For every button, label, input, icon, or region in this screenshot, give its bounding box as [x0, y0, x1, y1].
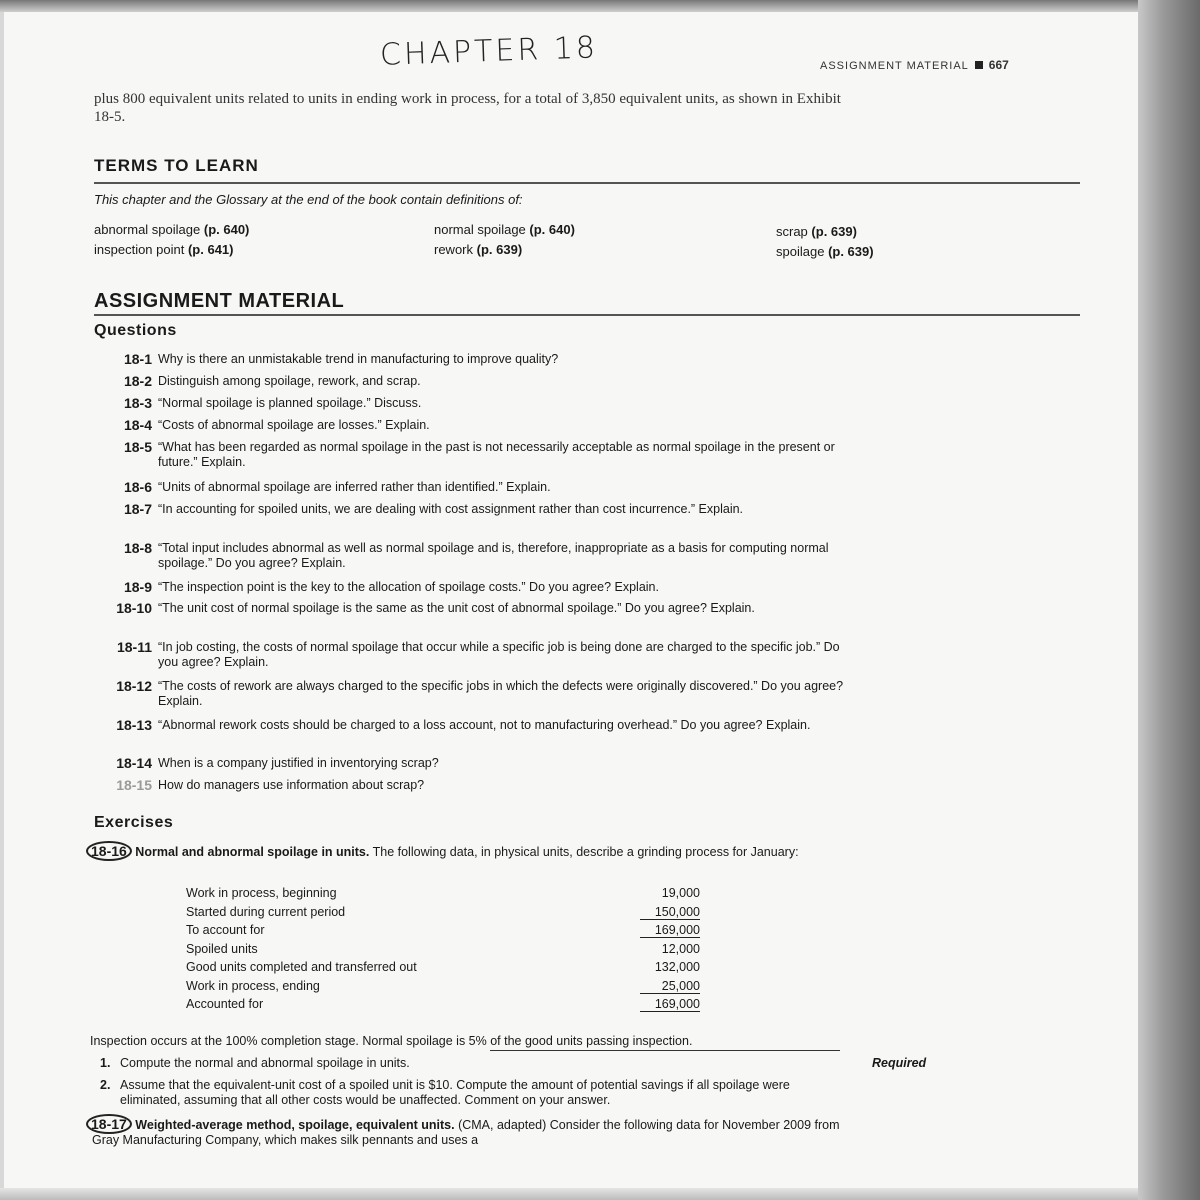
terms-heading: TERMS TO LEARN: [94, 156, 259, 175]
exercise-text: The following data, in physical units, describe a grinding process for January:: [372, 845, 799, 859]
circled-exercise-number: 18-16: [86, 841, 132, 861]
square-bullet-icon: [975, 61, 983, 69]
scan-top-edge: [0, 0, 1200, 12]
term-item: scrap (p. 639): [776, 224, 857, 239]
table-row: Work in process, ending 25,000: [186, 978, 700, 993]
exercise-18-17: [92, 1117, 852, 1148]
exercise-title: Normal and abnormal spoilage in units.: [135, 845, 370, 859]
table-row: Work in process, beginning 19,000: [186, 886, 700, 900]
exercise-18-16: [92, 844, 852, 860]
assignment-rule: [94, 314, 1080, 316]
table-row: Started during current period 150,000: [186, 904, 700, 919]
page-number: 667: [988, 58, 1009, 72]
table-row: Good units completed and transferred out 132,000: [186, 960, 700, 974]
required-label: Required: [872, 1056, 927, 1070]
exercise-title: Weighted-average method, spoilage, equivalent units.: [135, 1118, 455, 1132]
terms-rule: [94, 182, 1080, 184]
term-item: normal spoilage (p. 640): [434, 222, 575, 237]
book-spine-shadow: [1138, 0, 1200, 1200]
assignment-heading: ASSIGNMENT MATERIAL: [94, 290, 345, 312]
scanned-page: CHAPTER 18 ASSIGNMENT MATERIAL 667 plus 800 equivalent units related to units in ending work in process, for a total of 3,850 equivalent units, as shown in Exhibit 18-5. TERMS TO LEARN This chapter and the Glossary at the end of the book contain definitions of: abnormal spoilage (p. 640) inspection point (p. 641) normal spoilage (p. 640) rework (p. 639) scrap (p. 639) spoilage (p. 639) ASSIGNMENT MATERIAL Questions 18-1 Why is there an unmistakable trend in manufacturing to improve quality? 18-2 Distinguish among spoilage, rework, and scrap. 18-3 “Normal spoilage is planned spoilage.” Discuss. 18-4 “Costs of abnormal spoilage are losses.” Explain. 18-5 “What has been regarded as normal spoilage in the past is not necessarily acceptable as normal spoilage in the present or future.” Explain. 18-6 “Units of abnormal spoilage are inferred rather than identified.” Explain. 18-7 “In accounting for spoiled units, we are dealing with cost assignment rather than cost incurrence.” Explain. 18-8 “Total input includes abnormal as well as normal spoilage and is, therefore, inappropriate as a basis for computing normal spoilage.” Do you agree? Explain. 18-9 “The inspection point is the key to the allocation of spoilage costs.” Do you agree? Explain. 18-10 “The unit cost of normal spoilage is the same as the unit cost of abnormal spoilage.” Do you agree? Explain. 18-11 “In job costing, the costs of normal spoilage that occur while a specific job is being done are charged to the specific job.” Do you agree? Explain. 18-12 “The costs of rework are always charged to the specific jobs in which the defects were originally discovered.” Do you agree? Explain. 18-13 “Abnormal rework costs should be charged to a loss account, not to manufacturing overhead.” Do you agree? Explain. 18-14 When is a company justified in inventorying scrap? 18-15 How do managers use information about scrap? Exercises 18-16 Normal and abnormal spoilage in units. The following data, in physical units, describe a grinding process for January: Work in process, beginning 19,000 Started during current period 150,000 To account for 169,000 Spoiled units 12,000 Good units completed and transferred out 132,000 Work in process, ending 25,000 Accounted for 169,000 Inspection occurs at the 100% completion stage. Normal spoilage is 5% of the good units passing inspection. Required 1. Compute the normal and abnormal spoilage in units. 2. Assume that the equivalent-unit cost of a spoiled unit is $10. Compute the amount of potential savings if all spoilage were eliminated, assuming that all other costs would be unaffected. Comment on your answer. 18-17 Weighted-average method, spoilage, equivalent units. (CMA, adapted) Consider the following data for November 2009 from Gray Manufacturing Company, which makes silk pennants and uses a: [0, 0, 1200, 1200]
table-row: Accounted for 169,000: [186, 997, 700, 1011]
terms-intro: This chapter and the Glossary at the end of the book contain definitions of:: [94, 192, 523, 207]
handwritten-chapter-note: CHAPTER 18: [379, 30, 599, 73]
intro-paragraph: plus 800 equivalent units related to units in ending work in process, for a total of 3,850 equivalent units, as shown in Exhibit 18-5.: [94, 91, 841, 125]
scan-bottom-edge: [0, 1188, 1138, 1200]
exercise-text: (CMA, adapted) Consider the following data for November 2009 from Gray Manufacturing Company, which makes silk pennants and uses a: [92, 1118, 840, 1147]
term-item: inspection point (p. 641): [94, 242, 234, 257]
table-row: To account for 169,000: [186, 923, 700, 937]
physical-units-table: [186, 886, 700, 1016]
exercises-heading: Exercises: [94, 814, 174, 831]
term-item: spoilage (p. 639): [776, 244, 874, 259]
inspection-paragraph: Inspection occurs at the 100% completion stage. Normal spoilage is 5% of the good units passing inspection.: [90, 1034, 693, 1048]
running-header: [820, 58, 1009, 72]
required-rule: [490, 1050, 840, 1051]
questions-heading: Questions: [94, 322, 177, 339]
running-title: ASSIGNMENT MATERIAL: [820, 60, 969, 72]
term-item: abnormal spoilage (p. 640): [94, 222, 250, 237]
term-item: rework (p. 639): [434, 242, 523, 257]
scan-left-edge: [0, 12, 4, 1200]
table-row: Spoiled units 12,000: [186, 941, 700, 956]
circled-exercise-number: 18-17: [86, 1114, 132, 1134]
